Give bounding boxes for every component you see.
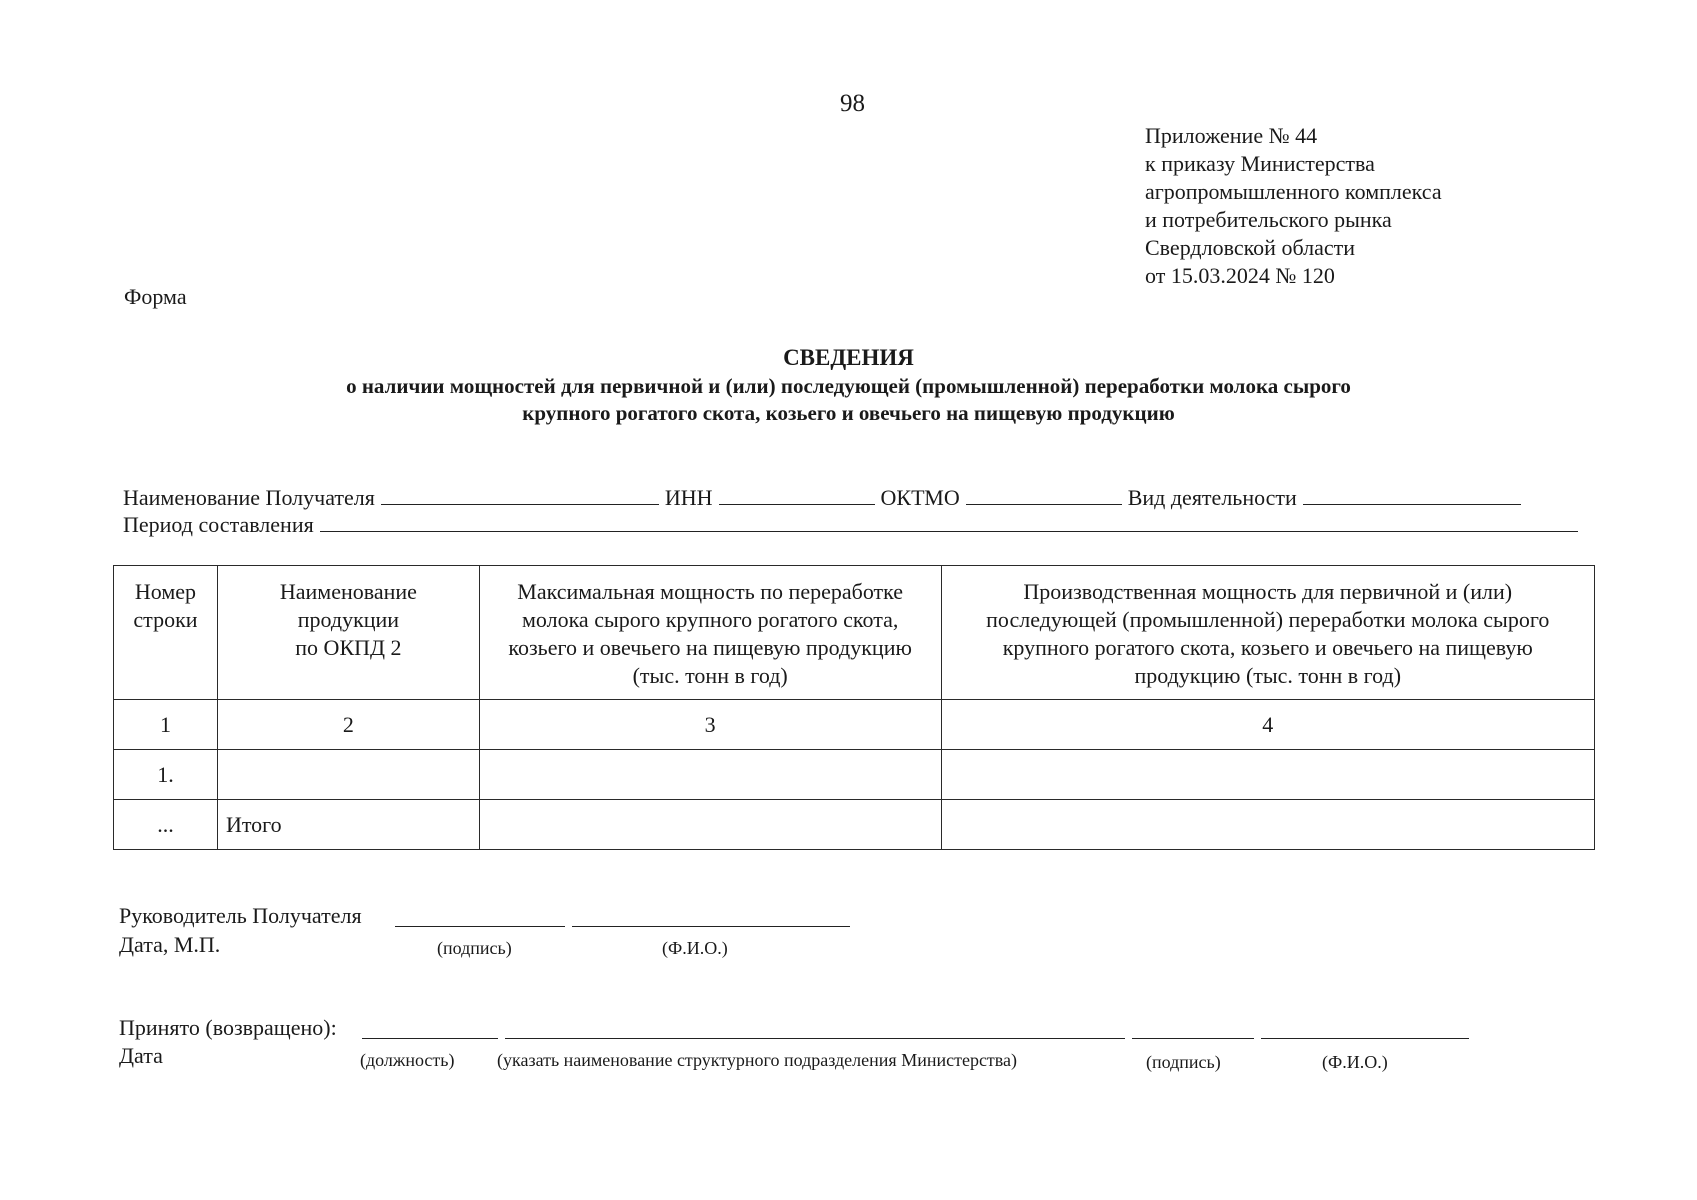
accepted-department-field[interactable] (505, 1038, 1125, 1039)
position-hint: (должность) (360, 1050, 455, 1070)
row-number-cell: ... (114, 800, 218, 850)
row-number-cell: 1. (114, 750, 218, 800)
head-signature-field[interactable] (395, 926, 565, 927)
head-of-recipient-label: Руководитель Получателя (119, 903, 362, 928)
signature-hint: (подпись) (437, 938, 512, 958)
header-row-number: Номер строки (114, 566, 218, 700)
appendix-block (1145, 122, 1442, 290)
form-label: Форма (124, 284, 187, 309)
appendix-line: Приложение № 44 (1145, 123, 1318, 148)
appendix-line: и потребительского рынка (1145, 207, 1392, 232)
production-capacity-total-cell[interactable] (941, 800, 1595, 850)
column-number: 4 (941, 700, 1595, 750)
table-header-row (114, 566, 1595, 700)
accepted-fio-field[interactable] (1261, 1038, 1469, 1039)
period-field-row (123, 511, 1584, 538)
period-label: Период составления (123, 512, 314, 537)
table-row (114, 750, 1595, 800)
max-capacity-total-cell[interactable] (479, 800, 941, 850)
column-number: 3 (479, 700, 941, 750)
accepted-date-label: Дата (119, 1043, 163, 1068)
header-production-capacity: Производственная мощность для первичной и (или) последующей (промышленной) переработки молока сырого крупного рогатого скота, козьего и овечьего на пищевую продукцию (тыс. тонн в год) (941, 566, 1595, 700)
header-max-capacity: Максимальная мощность по переработке молока сырого крупного рогатого скота, козьего и овечьего на пищевую продукцию (тыс. тонн в год) (479, 566, 941, 700)
recipient-name-label: Наименование Получателя (123, 485, 375, 510)
date-mp-label: Дата, М.П. (119, 932, 221, 957)
document-subtitle-line: крупного рогатого скота, козьего и овечьего на пищевую продукцию (522, 401, 1175, 425)
column-number: 2 (217, 700, 479, 750)
document-title-block (0, 343, 1697, 427)
document-title: СВЕДЕНИЯ (783, 345, 914, 370)
recipient-fields-row (123, 484, 1527, 511)
appendix-line: к приказу Министерства (1145, 151, 1375, 176)
oktmo-field[interactable] (966, 484, 1122, 505)
accepted-fio-hint: (Ф.И.О.) (1322, 1052, 1388, 1072)
head-fio-field[interactable] (572, 926, 850, 927)
appendix-line: агропромышленного комплекса (1145, 179, 1442, 204)
accepted-position-field[interactable] (362, 1038, 498, 1039)
page-number: 98 (840, 90, 865, 117)
product-name-cell[interactable] (217, 750, 479, 800)
max-capacity-cell[interactable] (479, 750, 941, 800)
capacity-table (113, 565, 1595, 850)
inn-label: ИНН (664, 485, 713, 510)
column-number: 1 (114, 700, 218, 750)
document-subtitle-line: о наличии мощностей для первичной и (или) последующей (промышленной) переработки молока сырого (346, 374, 1351, 398)
oktmo-label: ОКТМО (880, 485, 960, 510)
header-product-name: Наименование продукции по ОКПД 2 (217, 566, 479, 700)
table-row-total (114, 800, 1595, 850)
appendix-line: Свердловской области (1145, 235, 1355, 260)
accepted-signature-field[interactable] (1132, 1038, 1254, 1039)
activity-label: Вид деятельности (1127, 485, 1297, 510)
activity-field[interactable] (1303, 484, 1521, 505)
appendix-line: от 15.03.2024 № 120 (1145, 263, 1335, 288)
period-field[interactable] (320, 511, 1578, 532)
total-label-cell: Итого (217, 800, 479, 850)
recipient-name-field[interactable] (381, 484, 659, 505)
accepted-label: Принято (возвращено): (119, 1015, 337, 1040)
department-hint: (указать наименование структурного подразделения Министерства) (497, 1050, 1018, 1070)
accepted-signature-hint: (подпись) (1146, 1052, 1221, 1072)
column-number-row (114, 700, 1595, 750)
inn-field[interactable] (719, 484, 875, 505)
production-capacity-cell[interactable] (941, 750, 1595, 800)
fio-hint: (Ф.И.О.) (662, 938, 728, 958)
